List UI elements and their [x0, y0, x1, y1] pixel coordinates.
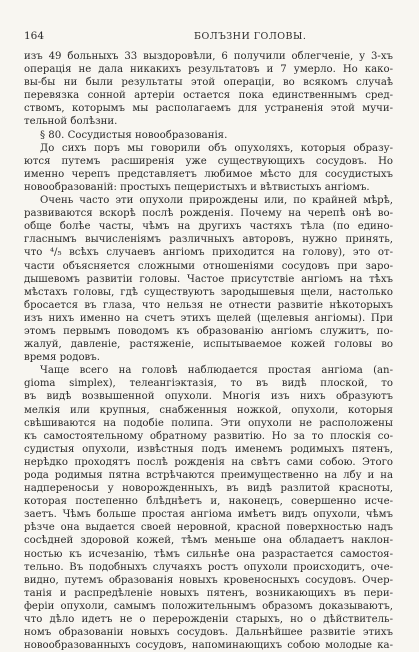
text-line: Чаще всего на головѣ наблюдается простая ангіома (an- — [40, 365, 393, 377]
text-line: обще болѣе часты, чѣмъ на другихъ частяхъ тѣла (по едино- — [24, 221, 393, 233]
text-line: которая постепенно блѣднѣетъ и, наконецъ, совершенно исче- — [24, 496, 393, 508]
text-line: рода родимыя пятна встрѣчаются преимущественно на лбу и на — [24, 470, 393, 481]
text-line: части объясняется сложными отношеніями сосудовъ при заро- — [24, 260, 393, 272]
text-line: жалуй, давленіе, растяженіе, испытываемое кожей головы во — [24, 339, 393, 351]
page-number: 164 — [24, 30, 45, 42]
running-title: БОЛЪЗНИ ГОЛОВЫ. — [194, 31, 307, 42]
text-line: нерѣдко проходятъ послѣ рожденія на свѣтъ сами собою. Этого — [24, 456, 393, 468]
text-line: номъ образованіи новыхъ сосудовъ. Дальнѣйшее развитіе этихъ — [24, 627, 393, 639]
text-line: Очень часто эти опухоли прирождены или, по крайней мѣрѣ, — [40, 195, 393, 207]
body-text — [24, 50, 393, 652]
text-line: танія и распредѣленіе новыхъ пятенъ, возникающихъ въ пери- — [24, 587, 393, 599]
text-line: перевязка сонной артеріи остается пока единственнымъ сред- — [24, 90, 393, 102]
text-line: въ видѣ возвышенной опухоли. Многія изъ нихъ образуютъ — [24, 391, 393, 403]
text-line: этомъ первымъ поводомъ къ образованію ангіомъ служитъ, по- — [24, 325, 393, 337]
text-line: развиваются вскорѣ послѣ рожденія. Почему на черепѣ онѣ во- — [24, 208, 393, 220]
text-line: гласнымъ вычисленіямъ различныхъ авторовъ, нужно принять, — [24, 234, 393, 246]
text-line: мелкія или крупныя, снабженныя ножкой, опухоли, которыя — [24, 404, 393, 416]
text-line: изъ 49 больныхъ 33 выздоровѣли, 6 получили облегченіе, у 3-хъ — [24, 51, 393, 62]
text-line: дышевомъ развитіи головы. Частое присутствіе ангіомъ на тѣхъ — [24, 273, 393, 285]
text-line: къ самостоятельному обратному развитію. Но за то плоскія со- — [24, 430, 393, 442]
text-line: операція не дала никакихъ результатовъ и 7 умерло. Но како- — [24, 64, 393, 76]
text-line: новообразованныхъ сосудовъ, напоминающихъ собою молодые ка- — [24, 640, 393, 652]
text-line: феріи опухоли, самымъ положительнымъ образомъ доказываютъ, — [24, 600, 393, 612]
text-line: заетъ. Чѣмъ больше простая ангіома имѣетъ видъ опухоли, чѣмъ — [24, 509, 393, 521]
text-line: судистыя опухоли, извѣстныя подъ именемъ родимыхъ пятенъ, — [24, 443, 393, 455]
text-line: мѣстахъ головы, гдѣ существуютъ зародышевыя щели, настолько — [24, 286, 393, 298]
text-line: тельной болѣзни. — [24, 116, 118, 128]
text-line: свѣшиваются на подобіе полипа. Эти опухоли не расположены — [24, 417, 393, 429]
text-line: ствомъ, которымъ мы располагаемъ для устраненія этой мучи- — [24, 103, 393, 115]
text-line: До сихъ поръ мы говорили объ опухоляхъ, которыя образу- — [40, 142, 393, 154]
text-line: вы-бы ни были результаты этой операціи, во всякомъ случаѣ — [24, 77, 393, 89]
text-line: ностью къ исчезанію, тѣмъ сильнѣе она разрастается самостоя- — [24, 548, 393, 560]
text-line: сосѣдней здоровой кожей, тѣмъ меньше она обладаетъ наклон- — [24, 535, 393, 547]
text-line: рѣзче она выдается своей неровной, красной поверхностью надъ — [24, 522, 393, 534]
text-line: время родовъ. — [24, 352, 100, 364]
text-line: что дѣло идетъ не о перерожденіи старыхъ, но о дѣйствитель- — [24, 614, 393, 626]
text-line: gioma simplex), телеангіэктазія, то въ видѣ плоской, то — [24, 378, 393, 390]
text-line: что ⁴/₅ всѣхъ случаевъ ангіомъ приходится на голову), это от- — [24, 247, 393, 259]
section-heading: § 80. Сосудистыя новообразованія. — [40, 129, 228, 141]
text-line: изъ нихъ именно на счетъ этихъ щелей (щелевыя ангіомы). При — [24, 312, 393, 324]
text-line: бросается въ глаза, что нельзя не отнести развитіе нѣкоторыхъ — [24, 299, 393, 311]
running-head — [24, 30, 393, 42]
text-line: видно, путемъ образованія новыхъ кровеносныхъ сосудовъ. Очер- — [24, 574, 393, 586]
text-line: надпереносьи у новорожденныхъ, въ видѣ разлитой красноты, — [24, 483, 393, 495]
text-line: тельно. Въ подобныхъ случаяхъ ростъ опухоли происходитъ, оче- — [24, 561, 393, 573]
text-line: ются путемъ расширенія уже существующихъ сосудовъ. Но — [24, 155, 393, 167]
text-line: новообразованій: простыхъ пещеристыхъ и вѣтвистыхъ ангіомъ. — [24, 181, 370, 193]
text-line: именно черепъ представляетъ любимое мѣсто для сосудистыхъ — [24, 168, 393, 180]
